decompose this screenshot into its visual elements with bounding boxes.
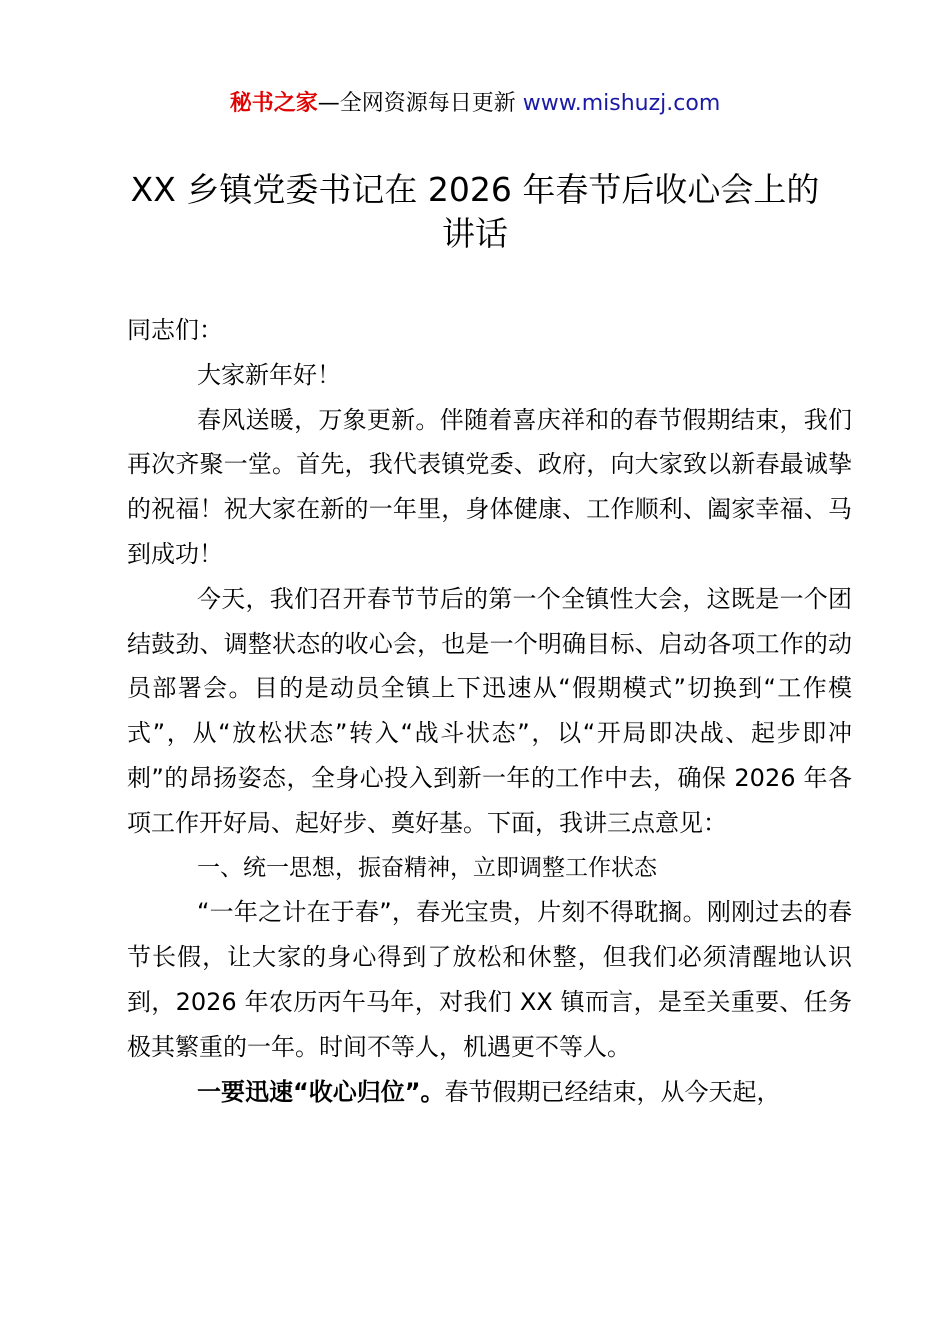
- greeting: 大家新年好！: [197, 360, 341, 389]
- document-body: [127, 308, 852, 1114]
- salutation: 同志们：: [127, 316, 223, 344]
- site-tagline: —全网资源每日更新: [317, 91, 516, 116]
- paragraph-1: 春风送暖，万象更新。伴随着喜庆祥和的春节假期结束，我们再次齐聚一堂。首先，我代表镇党委、政府，向大家致以新春最诚挚的祝福！祝大家在新的一年里，身体健康、工作顺利、阖家幸福、马到成功！: [127, 405, 852, 568]
- site-name: 秘书之家: [229, 91, 318, 116]
- site-header: [0, 88, 950, 120]
- point-1-text: 春节假期已经结束，从今天起，: [444, 1077, 781, 1106]
- site-url-link[interactable]: www.mishuzj.com: [522, 91, 721, 116]
- section-heading-1: 一、统一思想，振奋精神，立即调整工作状态: [197, 854, 657, 881]
- document-title: XX 乡镇党委书记在 2026 年春节后收心会上的讲话: [130, 170, 820, 253]
- point-1-lead: 一要迅速“收心归位”。: [197, 1077, 445, 1106]
- paragraph-4: [127, 1070, 852, 1115]
- paragraph-2: 今天，我们召开春节节后的第一个全镇性大会，这既是一个团结鼓劲、调整状态的收心会，也是一个明确目标、启动各项工作的动员部署会。目的是动员全镇上下迅速从“假期模式”切换到“工作模式”，从“放松状态”转入“战斗状态”，以“开局即决战、起步即冲刺”的昂扬姿态，全身心投入到新一年的工作中去，确保 2026 年各项工作开好局、起好步、奠好基。下面，我讲三点意见：: [127, 584, 852, 837]
- paragraph-3: “一年之计在于春”，春光宝贵，片刻不得耽搁。刚刚过去的春节长假，让大家的身心得到了放松和休整，但我们必须清醒地认识到，2026 年农历丙午马年，对我们 XX 镇而言，是至关重要、任务极其繁重的一年。时间不等人，机遇更不等人。: [127, 898, 852, 1061]
